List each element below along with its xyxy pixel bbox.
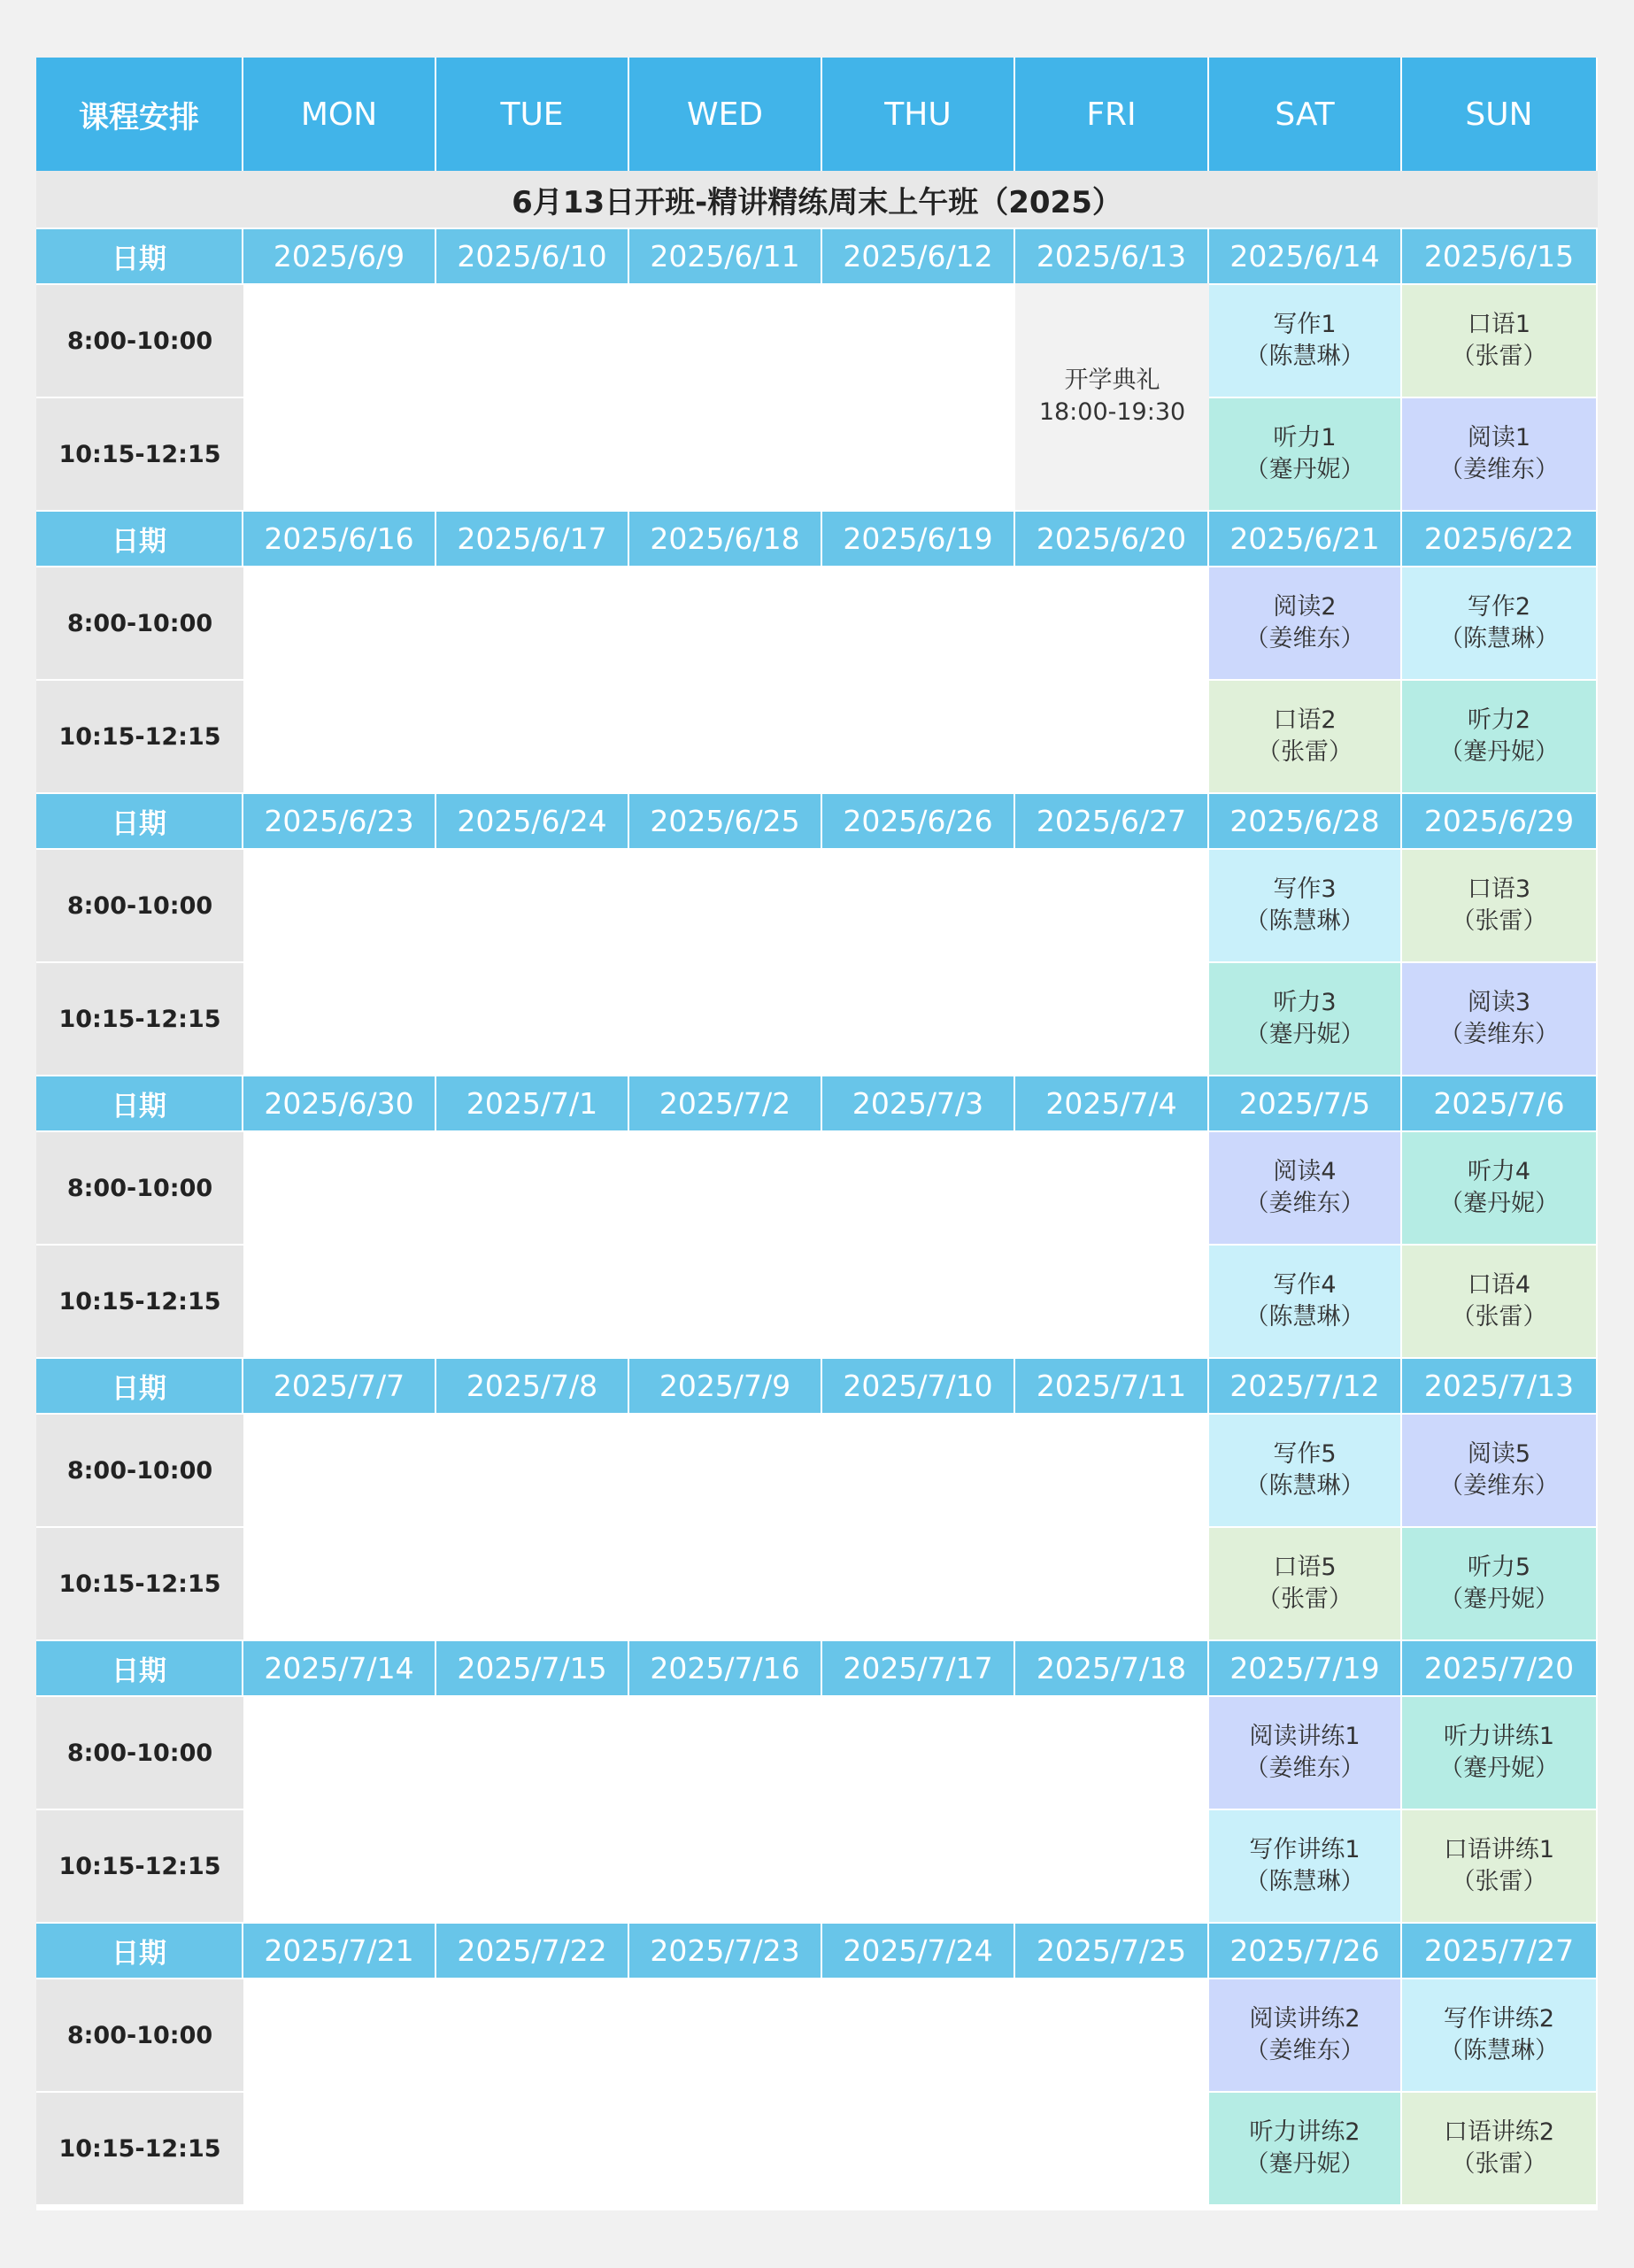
date-cell [822, 1357, 1015, 1413]
course-name: 听力讲练1 [1443, 1722, 1555, 1750]
course-cell [1209, 1978, 1402, 2091]
date-text: 2025/7/10 [843, 1369, 993, 1403]
date-text: 2025/7/17 [843, 1651, 993, 1686]
date-cell [436, 1639, 629, 1695]
date-cell [822, 510, 1015, 566]
date-cell [1402, 1922, 1598, 1978]
date-row-label [36, 1922, 243, 1978]
date-text: 2025/7/21 [264, 1933, 414, 1968]
time-slot-label [36, 1526, 243, 1639]
course-teacher: （陈慧琳） [1245, 907, 1365, 935]
weekday-empty-area [243, 1413, 1209, 1639]
date-cell [1402, 228, 1598, 283]
date-cell [822, 1922, 1015, 1978]
date-text: 2025/6/10 [457, 239, 607, 274]
course-name: 口语5 [1273, 1553, 1337, 1581]
date-text: 2025/6/22 [1423, 521, 1575, 556]
course-name: 阅读5 [1467, 1439, 1531, 1468]
course-teacher: （张雷） [1451, 2150, 1547, 2178]
date-cell [1015, 1922, 1209, 1978]
course-teacher: （陈慧琳） [1245, 343, 1365, 370]
day-header-text: SUN [1465, 96, 1533, 133]
date-text: 2025/6/30 [264, 1086, 414, 1121]
course-teacher: （张雷） [1451, 343, 1547, 370]
course-cell [1209, 961, 1402, 1075]
course-teacher: （陈慧琳） [1245, 1472, 1365, 1500]
course-cell [1402, 397, 1598, 510]
course-cell [1209, 397, 1402, 510]
course-name: 写作3 [1273, 875, 1337, 903]
course-name: 阅读2 [1273, 592, 1337, 621]
course-teacher: （陈慧琳） [1439, 625, 1559, 652]
date-cell [629, 510, 822, 566]
date-cell [1209, 1075, 1402, 1130]
course-cell [1209, 1526, 1402, 1639]
date-text: 2025/7/16 [650, 1651, 800, 1686]
time-slot-label [36, 961, 243, 1075]
date-cell [629, 1922, 822, 1978]
course-name: 阅读讲练1 [1249, 1722, 1360, 1750]
date-row-label-text: 日期 [112, 526, 166, 558]
day-header-text: TUE [500, 96, 564, 133]
course-name: 写作5 [1273, 1439, 1337, 1468]
date-text: 2025/7/19 [1229, 1651, 1380, 1686]
course-cell [1402, 961, 1598, 1075]
course-cell [1402, 848, 1598, 961]
time-slot-text: 10:15-12:15 [58, 440, 221, 468]
course-cell [1209, 848, 1402, 961]
time-slot-label [36, 1978, 243, 2091]
time-slot-label [36, 1413, 243, 1526]
course-name: 阅读1 [1467, 423, 1531, 451]
course-cell [1209, 566, 1402, 679]
date-cell [1402, 792, 1598, 848]
time-slot-label [36, 679, 243, 792]
day-header-wed [629, 58, 822, 171]
course-cell [1209, 1695, 1402, 1809]
course-name: 听力讲练2 [1249, 2118, 1360, 2146]
course-cell [1402, 1695, 1598, 1809]
schedule-table [36, 58, 1598, 2210]
course-teacher: （蹇丹妮） [1439, 1190, 1559, 1217]
date-row-label [36, 1357, 243, 1413]
weekday-empty-area [243, 566, 1209, 792]
event-time: 18:00-19:30 [1038, 398, 1186, 426]
date-cell [436, 1357, 629, 1413]
course-name: 阅读3 [1467, 988, 1531, 1016]
time-slot-label [36, 848, 243, 961]
day-header-mon [243, 58, 436, 171]
date-text: 2025/6/23 [264, 804, 414, 838]
date-cell [629, 1357, 822, 1413]
course-cell [1402, 1809, 1598, 1922]
date-cell [629, 228, 822, 283]
date-text: 2025/6/25 [650, 804, 800, 838]
date-text: 2025/7/7 [273, 1369, 405, 1403]
date-text: 2025/6/16 [264, 521, 414, 556]
corner-label-text: 课程安排 [79, 99, 199, 135]
date-text: 2025/7/4 [1045, 1086, 1177, 1121]
date-text: 2025/6/18 [650, 521, 800, 556]
course-name: 听力4 [1467, 1157, 1531, 1185]
day-header-sun [1402, 58, 1598, 171]
date-text: 2025/6/14 [1229, 239, 1380, 274]
date-text: 2025/7/1 [466, 1086, 598, 1121]
day-header-text: WED [686, 96, 764, 133]
time-slot-text: 8:00-10:00 [66, 327, 213, 355]
date-cell [243, 792, 436, 848]
date-row-label-text: 日期 [112, 243, 166, 275]
date-cell [1209, 1357, 1402, 1413]
time-slot-text: 8:00-10:00 [66, 2021, 213, 2049]
date-row-label [36, 1639, 243, 1695]
date-cell [243, 1357, 436, 1413]
course-teacher: （张雷） [1257, 1585, 1353, 1613]
course-name: 写作讲练2 [1443, 2004, 1555, 2033]
course-teacher: （姜维东） [1439, 456, 1559, 483]
date-text: 2025/7/6 [1433, 1086, 1565, 1121]
time-slot-text: 8:00-10:00 [66, 891, 213, 920]
course-teacher: （姜维东） [1245, 1755, 1365, 1782]
date-cell [436, 510, 629, 566]
time-slot-label [36, 1244, 243, 1357]
day-header-thu [822, 58, 1015, 171]
date-text: 2025/6/27 [1036, 804, 1187, 838]
date-text: 2025/6/12 [843, 239, 993, 274]
course-cell [1402, 1130, 1598, 1244]
date-text: 2025/7/27 [1423, 1933, 1575, 1968]
date-text: 2025/6/13 [1036, 239, 1187, 274]
date-cell [1209, 510, 1402, 566]
date-text: 2025/6/29 [1423, 804, 1575, 838]
date-row-label [36, 228, 243, 283]
date-text: 2025/7/5 [1238, 1086, 1371, 1121]
day-header-text: FRI [1086, 96, 1137, 133]
time-slot-text: 10:15-12:15 [58, 2134, 221, 2163]
course-cell [1402, 1978, 1598, 2091]
date-text: 2025/7/24 [843, 1933, 993, 1968]
course-cell [1209, 283, 1402, 397]
opening-ceremony-event [1015, 283, 1209, 510]
header-corner-label [36, 58, 243, 171]
course-teacher: （张雷） [1451, 1303, 1547, 1331]
date-cell [436, 792, 629, 848]
date-row-label-text: 日期 [112, 808, 166, 840]
weekday-empty-area [243, 1695, 1209, 1922]
course-name: 口语讲练2 [1443, 2118, 1555, 2146]
date-cell [1015, 1075, 1209, 1130]
course-teacher: （蹇丹妮） [1245, 456, 1365, 483]
date-text: 2025/7/26 [1229, 1933, 1380, 1968]
date-cell [1209, 1639, 1402, 1695]
date-text: 2025/7/22 [457, 1933, 607, 1968]
weekday-empty-area [243, 1978, 1209, 2204]
date-row-label-text: 日期 [112, 1373, 166, 1405]
date-text: 2025/6/9 [273, 239, 405, 274]
date-text: 2025/6/26 [843, 804, 993, 838]
time-slot-label [36, 566, 243, 679]
day-header-sat [1209, 58, 1402, 171]
date-text: 2025/6/20 [1036, 521, 1187, 556]
course-cell [1402, 1244, 1598, 1357]
date-text: 2025/6/15 [1423, 239, 1575, 274]
time-slot-text: 10:15-12:15 [58, 1852, 221, 1880]
time-slot-label [36, 2091, 243, 2204]
date-cell [243, 510, 436, 566]
time-slot-text: 8:00-10:00 [66, 609, 213, 637]
date-row-label [36, 1075, 243, 1130]
date-row-label-text: 日期 [112, 1938, 166, 1970]
date-text: 2025/7/20 [1423, 1651, 1575, 1686]
course-name: 写作1 [1273, 310, 1337, 338]
date-text: 2025/7/9 [659, 1369, 791, 1403]
date-text: 2025/6/17 [457, 521, 607, 556]
time-slot-text: 10:15-12:15 [58, 722, 221, 751]
date-cell [1402, 1075, 1598, 1130]
course-teacher: （陈慧琳） [1245, 1868, 1365, 1895]
course-cell [1209, 679, 1402, 792]
course-cell [1402, 1413, 1598, 1526]
course-cell [1209, 1809, 1402, 1922]
course-teacher: （陈慧琳） [1439, 2037, 1559, 2064]
date-row-label [36, 792, 243, 848]
time-slot-text: 8:00-10:00 [66, 1739, 213, 1767]
course-teacher: （张雷） [1451, 1868, 1547, 1895]
course-teacher: （张雷） [1451, 907, 1547, 935]
time-slot-label [36, 1809, 243, 1922]
time-slot-label [36, 283, 243, 397]
date-row-label-text: 日期 [112, 1091, 166, 1122]
course-teacher: （蹇丹妮） [1439, 1585, 1559, 1613]
date-cell [822, 228, 1015, 283]
course-teacher: （蹇丹妮） [1245, 2150, 1365, 2178]
course-name: 听力3 [1273, 988, 1337, 1016]
date-cell [822, 792, 1015, 848]
course-name: 写作4 [1273, 1270, 1337, 1299]
date-cell [1209, 228, 1402, 283]
date-text: 2025/7/13 [1423, 1369, 1575, 1403]
date-text: 2025/7/25 [1036, 1933, 1187, 1968]
time-slot-text: 8:00-10:00 [66, 1174, 213, 1202]
date-cell [629, 792, 822, 848]
course-teacher: （姜维东） [1439, 1472, 1559, 1500]
day-header-tue [436, 58, 629, 171]
course-teacher: （蹇丹妮） [1245, 1021, 1365, 1048]
date-cell [1402, 1357, 1598, 1413]
date-cell [436, 1075, 629, 1130]
day-header-fri [1015, 58, 1209, 171]
course-teacher: （张雷） [1257, 738, 1353, 766]
weekday-empty-area [243, 283, 1015, 510]
date-cell [1015, 1639, 1209, 1695]
course-name: 阅读讲练2 [1249, 2004, 1360, 2033]
day-header-text: THU [884, 96, 952, 133]
date-cell [629, 1075, 822, 1130]
date-text: 2025/6/19 [843, 521, 993, 556]
course-cell [1402, 679, 1598, 792]
date-cell [822, 1639, 1015, 1695]
course-name: 口语4 [1467, 1270, 1531, 1299]
course-name: 写作讲练1 [1249, 1835, 1360, 1863]
weekday-empty-area [243, 1130, 1209, 1357]
time-slot-text: 10:15-12:15 [58, 1005, 221, 1033]
date-cell [243, 1922, 436, 1978]
course-cell [1209, 1244, 1402, 1357]
course-teacher: （陈慧琳） [1245, 1303, 1365, 1331]
course-name: 写作2 [1467, 592, 1531, 621]
date-cell [243, 1639, 436, 1695]
time-slot-label [36, 1695, 243, 1809]
time-slot-text: 10:15-12:15 [58, 1287, 221, 1315]
date-cell [1402, 510, 1598, 566]
day-header-text: SAT [1275, 96, 1335, 133]
date-cell [436, 228, 629, 283]
course-teacher: （蹇丹妮） [1439, 1755, 1559, 1782]
date-cell [1209, 792, 1402, 848]
date-cell [1015, 228, 1209, 283]
course-name: 听力2 [1467, 706, 1531, 734]
date-cell [243, 228, 436, 283]
course-cell [1402, 1526, 1598, 1639]
time-slot-label [36, 397, 243, 510]
course-name: 口语讲练1 [1443, 1835, 1555, 1863]
time-slot-label [36, 1130, 243, 1244]
date-row-label-text: 日期 [112, 1655, 166, 1687]
course-name: 口语1 [1467, 310, 1531, 338]
date-text: 2025/7/2 [659, 1086, 791, 1121]
date-text: 2025/6/28 [1229, 804, 1380, 838]
course-cell [1402, 283, 1598, 397]
date-cell [1015, 1357, 1209, 1413]
date-cell [436, 1922, 629, 1978]
course-teacher: （姜维东） [1245, 1190, 1365, 1217]
schedule-title-text: 6月13日开班-精讲精练周末上午班（2025） [512, 184, 1122, 220]
date-cell [629, 1639, 822, 1695]
date-text: 2025/7/23 [650, 1933, 800, 1968]
course-cell [1209, 1413, 1402, 1526]
course-teacher: （姜维东） [1245, 2037, 1365, 2064]
date-text: 2025/7/12 [1229, 1369, 1380, 1403]
schedule-title [36, 171, 1598, 228]
course-teacher: （姜维东） [1439, 1021, 1559, 1048]
course-name: 阅读4 [1273, 1157, 1337, 1185]
weekday-empty-area [243, 848, 1209, 1075]
course-name: 口语2 [1273, 706, 1337, 734]
course-cell [1402, 566, 1598, 679]
course-name: 口语3 [1467, 875, 1531, 903]
course-teacher: （姜维东） [1245, 625, 1365, 652]
course-name: 听力1 [1273, 423, 1337, 451]
date-text: 2025/7/14 [264, 1651, 414, 1686]
date-text: 2025/7/15 [457, 1651, 607, 1686]
date-cell [243, 1075, 436, 1130]
day-header-text: MON [300, 96, 378, 133]
date-text: 2025/6/11 [650, 239, 800, 274]
course-cell [1209, 1130, 1402, 1244]
date-cell [1015, 510, 1209, 566]
date-text: 2025/7/3 [852, 1086, 984, 1121]
date-text: 2025/7/18 [1036, 1651, 1187, 1686]
course-teacher: （蹇丹妮） [1439, 738, 1559, 766]
date-cell [822, 1075, 1015, 1130]
course-name: 听力5 [1467, 1553, 1531, 1581]
course-cell [1402, 2091, 1598, 2204]
date-text: 2025/6/21 [1229, 521, 1380, 556]
course-cell [1209, 2091, 1402, 2204]
event-name: 开学典礼 [1064, 366, 1160, 394]
date-text: 2025/7/11 [1036, 1369, 1187, 1403]
date-cell [1015, 792, 1209, 848]
date-text: 2025/6/24 [457, 804, 607, 838]
date-cell [1402, 1639, 1598, 1695]
date-cell [1209, 1922, 1402, 1978]
date-row-label [36, 510, 243, 566]
date-text: 2025/7/8 [466, 1369, 598, 1403]
time-slot-text: 10:15-12:15 [58, 1570, 221, 1598]
time-slot-text: 8:00-10:00 [66, 1456, 213, 1485]
